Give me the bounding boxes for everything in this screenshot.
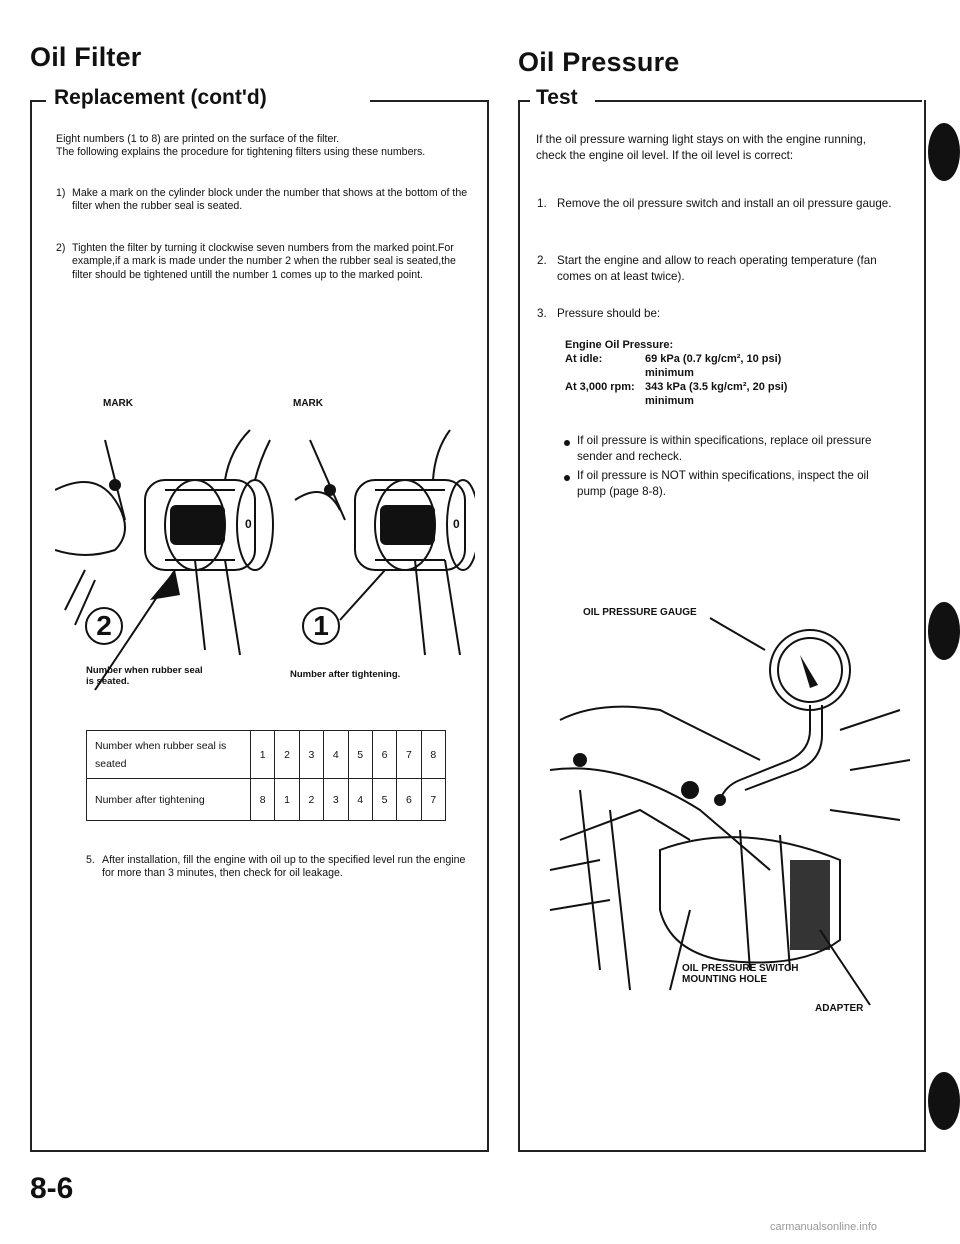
spec-rpm-label: At 3,000 rpm: xyxy=(565,381,635,393)
step-number: 1) xyxy=(56,187,66,199)
gauge-label: OIL PRESSURE GAUGE xyxy=(583,607,697,618)
table-cell: 3 xyxy=(324,779,348,821)
left-intro-line-2: The following explains the procedure for tightening filters using these numbers. xyxy=(56,146,426,159)
caption-left: Number when rubber seal is seated. xyxy=(86,665,203,687)
table-cell: 2 xyxy=(275,731,299,779)
right-frame-rule-a xyxy=(518,100,530,102)
page-number: 8-6 xyxy=(30,1172,74,1205)
table-cell: 1 xyxy=(275,779,299,821)
spec-idle-label: At idle: xyxy=(565,353,603,365)
switch-label-line-1: OIL PRESSURE SWITCH xyxy=(682,963,799,974)
step-text: After installation, fill the engine with oil up to the specified level run the engine for more than 3 minutes, then check for oil leakage. xyxy=(102,854,466,880)
left-section-subtitle: Replacement (cont'd) xyxy=(48,86,273,110)
step-text: Start the engine and allow to reach operating temperature (fan comes on at least twice). xyxy=(557,254,877,283)
table-cell: 5 xyxy=(348,731,372,779)
table-cell: 7 xyxy=(397,731,421,779)
spec-idle-min: minimum xyxy=(645,367,694,379)
step-number: 2) xyxy=(56,242,66,254)
table-cell: 6 xyxy=(372,731,396,779)
table-cell: 3 xyxy=(299,731,323,779)
spec-rpm xyxy=(565,380,905,408)
table-cell: 6 xyxy=(397,779,421,821)
switch-label-line-2: MOUNTING HOLE xyxy=(682,974,767,985)
mark-label-right: MARK xyxy=(293,398,323,409)
left-intro-line-1: Eight numbers (1 to 8) are printed on the surface of the filter. xyxy=(56,133,340,145)
right-step-2 xyxy=(537,253,899,289)
right-section-subtitle: Test xyxy=(530,86,584,110)
callout-2: 2 xyxy=(85,607,123,645)
bullet-within-spec: If oil pressure is within specifications, replace oil pressure sender and recheck. xyxy=(577,434,872,463)
oil-filter-illustration xyxy=(55,410,475,700)
watermark: carmanualsonline.info xyxy=(770,1221,878,1233)
spec-rpm-min: minimum xyxy=(645,395,694,407)
adapter-label: ADAPTER xyxy=(815,1003,864,1014)
step-number: 5. xyxy=(86,854,95,866)
left-step-2 xyxy=(56,242,474,327)
edge-tab xyxy=(928,602,960,660)
oil-pressure-spec xyxy=(565,338,905,408)
bullet-marker xyxy=(564,475,570,481)
step-text: Tighten the filter by turning it clockwise seven numbers from the marked point.For example,if a mark is made under the number 2 when the rubber seal is seated,the filter should be tightened untill the number 1 comes up to the marked point. xyxy=(72,242,456,281)
switch-label xyxy=(682,963,799,985)
spec-idle-value: 69 kPa (0.7 kg/cm², 10 psi) xyxy=(645,353,782,365)
table-row-label: Number when rubber seal is seated xyxy=(87,731,251,779)
left-step-5 xyxy=(86,854,474,899)
spec-idle xyxy=(565,352,905,380)
svg-text:0: 0 xyxy=(453,517,460,531)
bullet-not-within-spec: If oil pressure is NOT within specifications, inspect the oil pump (page 8-8). xyxy=(577,469,869,498)
table-cell: 7 xyxy=(421,779,445,821)
step-number: 3. xyxy=(537,307,547,320)
left-page-title: Oil Filter xyxy=(30,42,142,72)
step-number: 2. xyxy=(537,254,547,267)
left-frame-rule-b xyxy=(370,100,487,102)
right-intro: If the oil pressure warning light stays on with the engine running, check the engine oil level. If the oil level is correct: xyxy=(536,133,866,162)
left-frame-rule-a xyxy=(30,100,46,102)
table-cell: 1 xyxy=(251,731,275,779)
right-page-title: Oil Pressure xyxy=(518,47,680,77)
callout-1: 1 xyxy=(302,607,340,645)
table-row xyxy=(87,779,446,821)
tightening-table xyxy=(86,730,446,821)
table-cell: 4 xyxy=(348,779,372,821)
right-step-1 xyxy=(537,196,899,232)
step-number: 1. xyxy=(537,197,547,210)
table-row-label: Number after tightening xyxy=(87,779,251,821)
bullet-marker xyxy=(564,440,570,446)
left-step-1 xyxy=(56,187,474,241)
step-text: Remove the oil pressure switch and install an oil pressure gauge. xyxy=(557,197,892,210)
svg-text:0: 0 xyxy=(245,517,252,531)
step-text: Make a mark on the cylinder block under the number that shows at the bottom of the filter when the rubber seal is seated. xyxy=(72,187,468,213)
table-cell: 2 xyxy=(299,779,323,821)
edge-tab xyxy=(928,1072,960,1130)
oil-pressure-gauge-illustration xyxy=(540,610,920,1010)
right-frame-rule-b xyxy=(595,100,922,102)
spec-heading: Engine Oil Pressure: xyxy=(565,339,674,351)
table-cell: 5 xyxy=(372,779,396,821)
table-row xyxy=(87,731,446,779)
right-step-3 xyxy=(537,306,899,324)
left-intro xyxy=(56,133,474,160)
spec-rpm-value: 343 kPa (3.5 kg/cm², 20 psi) xyxy=(645,381,788,393)
mark-label-left: MARK xyxy=(103,398,133,409)
caption-right: Number after tightening. xyxy=(290,669,401,680)
table-cell: 8 xyxy=(251,779,275,821)
table-cell: 8 xyxy=(421,731,445,779)
edge-tab xyxy=(928,123,960,181)
table-cell: 4 xyxy=(324,731,348,779)
step-text: Pressure should be: xyxy=(557,307,661,320)
